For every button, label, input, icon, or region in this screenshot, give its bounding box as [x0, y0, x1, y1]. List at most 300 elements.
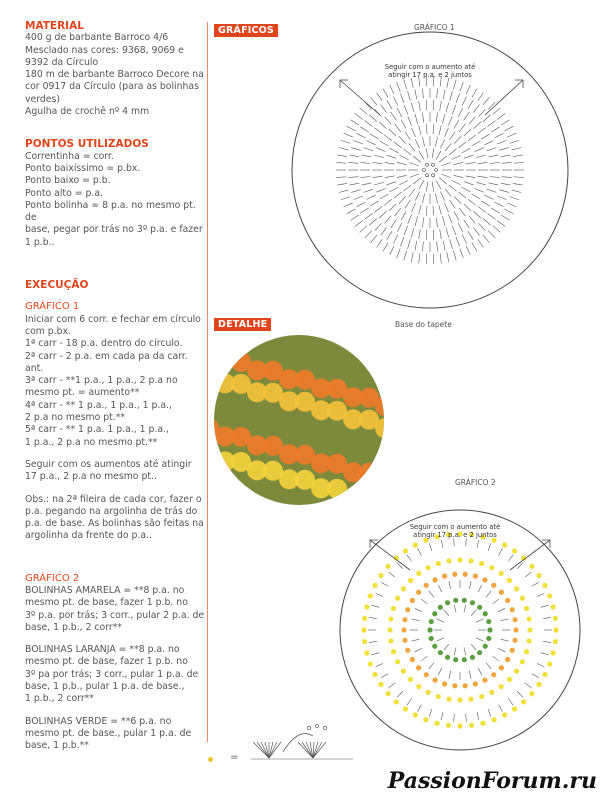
chart1-stitch — [454, 120, 459, 129]
chart1-stitch — [446, 228, 449, 238]
chart2-stitch — [415, 648, 422, 651]
chart1-stitch — [400, 94, 404, 103]
chart1-stitch — [383, 243, 388, 252]
chart2-bobble — [387, 627, 392, 632]
chart2-stitch — [498, 608, 505, 611]
chart1-stitch — [351, 190, 361, 193]
left-column — [25, 20, 205, 753]
chart2-bobble — [401, 669, 406, 674]
chart2-stitch — [449, 671, 451, 679]
chart1-stitch — [379, 211, 386, 218]
chart1-stitch — [483, 97, 489, 105]
chart1-stitch — [372, 176, 382, 177]
chart2-stitch — [499, 548, 503, 555]
chart2-stitch — [441, 540, 443, 548]
chart2-bobble — [547, 593, 552, 598]
chart2-bobble — [452, 683, 457, 688]
chart2-bobble — [446, 558, 451, 563]
pontos-line: Ponto baixo = p.b. — [25, 175, 111, 187]
chart1-stitch — [374, 182, 384, 185]
chart1-stitch — [493, 108, 500, 115]
chart1-stitch — [501, 155, 511, 157]
chart2-bobble — [426, 565, 431, 570]
chart1-stitch — [510, 197, 519, 200]
chart2-stitch — [454, 714, 455, 722]
chart2-bobble — [416, 684, 421, 689]
chart1-stitch — [415, 139, 419, 148]
obs-line: p.a. de base. As bolinhas são feitas na — [25, 518, 204, 530]
amarela-line: mesmo pt. de base, fazer 1 p.b. no — [25, 597, 188, 609]
grafico1-line: 3ª carr - **1 p.a., 1 p.a., 2 p.a no — [25, 375, 178, 387]
chart2-bobble — [524, 649, 529, 654]
chart1-stitch — [374, 155, 384, 158]
chart1-stitch — [512, 148, 522, 150]
chart1-stitch — [411, 252, 413, 262]
chart2-bobble — [432, 577, 437, 582]
chart1-stitch — [487, 121, 495, 127]
chart1-stitch — [426, 100, 427, 110]
chart1-stitch — [419, 205, 421, 215]
chart1-stitch — [450, 131, 455, 139]
verde-text — [25, 716, 205, 753]
chart1-stitch — [441, 174, 450, 177]
chart2-bobble — [551, 650, 556, 655]
chart2-stitch — [498, 648, 505, 651]
material-title: MATERIAL — [25, 20, 84, 32]
chart1-stitch — [336, 177, 346, 178]
material-line: 180 m de barbante Barroco Decore na — [25, 69, 204, 81]
chart2-bobble — [513, 627, 518, 632]
chart1-stitch — [400, 237, 404, 246]
chart1-stitch — [484, 195, 493, 199]
grafico1-line: 2ª carr - 2 p.a. em cada pa da carr. ant. — [25, 350, 188, 374]
chart1-stitch — [502, 177, 512, 178]
chart2-stitch — [464, 648, 466, 656]
chart1-stitch — [474, 188, 483, 192]
detail-photo — [213, 334, 385, 506]
chart1-stitch — [488, 231, 495, 238]
chart2-bobble — [514, 669, 519, 674]
chart2-bobble — [489, 565, 494, 570]
chart1-stitch — [422, 88, 423, 98]
chart1-stitch — [360, 127, 369, 132]
chart1-stitch — [387, 231, 392, 240]
chart2-bobble — [429, 636, 434, 641]
chart1-stitch — [481, 201, 490, 206]
chart2-bobble — [442, 574, 447, 579]
chart2-bobble — [520, 659, 525, 664]
chart2-bobble — [386, 691, 391, 696]
verde-line: mesmo pt. de base., pular 1 p.a. de — [25, 727, 192, 739]
chart1-stitch — [458, 142, 466, 148]
chart2-bobble — [462, 598, 467, 603]
chart2-bobble — [362, 616, 367, 621]
chart2-bobble — [457, 723, 462, 728]
chart2-bobble — [442, 681, 447, 686]
chart1-stitch — [472, 89, 477, 98]
chart1-stitch — [447, 78, 449, 88]
chart1-stitch — [415, 192, 419, 201]
base-caption: Base do tapete — [395, 320, 452, 329]
chart1-stitch — [512, 190, 522, 192]
chart2-stitch — [541, 605, 549, 607]
legend-stitch — [306, 742, 313, 758]
chart1-stitch — [365, 213, 373, 219]
chart1-stitch — [422, 112, 423, 122]
chart1-stitch — [369, 115, 376, 122]
chart2-stitch — [543, 641, 551, 642]
chart1-stitch — [377, 239, 383, 247]
grafico1-line: 1ª carr - 18 p.a. dentro do círculo. — [25, 338, 183, 350]
chart1-stitch — [513, 155, 523, 157]
chart1-stitch — [447, 252, 449, 262]
chart2-stitch — [508, 699, 513, 706]
obs-line: p.a. pegando na argolinha de trás do — [25, 505, 198, 517]
chart1-stitch — [472, 194, 481, 199]
legend-stitch — [269, 742, 277, 758]
chart2-bobble — [486, 636, 491, 641]
chart2-stitch — [429, 709, 432, 717]
chart1-stitch — [513, 183, 523, 185]
chart2-stitch — [371, 605, 379, 607]
chart2-bobble — [527, 638, 532, 643]
chart1-stitch — [397, 162, 407, 164]
chart1-stitch — [419, 101, 421, 111]
chart1-stitch — [394, 142, 402, 148]
chart1-stitch — [497, 196, 506, 200]
chart2-bobble — [368, 593, 373, 598]
chart1-stitch — [450, 91, 453, 101]
chart2-bobble — [483, 611, 488, 616]
chart1-stitch — [397, 175, 407, 177]
chart1-stitch — [442, 216, 445, 226]
chart1-stitch — [384, 135, 392, 141]
chart1-stitch — [401, 120, 406, 129]
chart1-stitch — [390, 148, 399, 153]
chart2-bobble — [536, 573, 541, 578]
chart2-stitch — [444, 644, 449, 650]
chart2-bobble — [480, 721, 485, 726]
chart1-stitch — [468, 100, 473, 109]
chart1-stitch — [433, 124, 434, 134]
chart2-stitch — [537, 663, 544, 666]
chart1-stitch — [376, 188, 385, 192]
chart1-stitch — [376, 148, 385, 152]
chart2-stitch — [429, 543, 432, 551]
chart1-stitch — [339, 148, 349, 150]
chart1-stitch — [478, 206, 486, 212]
chart2-bobble — [438, 650, 443, 655]
chart2-stitch — [437, 638, 444, 641]
chart1-stitch — [426, 206, 427, 216]
chart2-bobble — [364, 650, 369, 655]
chart1-stitch — [510, 140, 519, 143]
chart1-stitch — [403, 185, 411, 191]
chart1-stitch — [351, 148, 361, 151]
chart1-stitch — [387, 100, 392, 109]
chart1-stitch — [371, 235, 377, 243]
chart1-stitch — [452, 105, 456, 114]
chart2-bobble — [395, 596, 400, 601]
chart1-stitch — [374, 206, 382, 212]
grafico1-line: mesmo pt. = aumento** — [25, 387, 140, 399]
chart2-stitch — [525, 572, 531, 577]
chart1-stitch — [369, 219, 376, 226]
chart1-stitch — [370, 201, 379, 206]
chart1-chain — [426, 174, 429, 177]
stitch-legend-symbol — [243, 722, 363, 762]
chart1-stitch — [377, 93, 383, 101]
chart1-stitch — [393, 234, 397, 243]
chart1-stitch — [390, 187, 399, 192]
chart1-stitch — [473, 227, 479, 235]
chart1-stitch — [354, 140, 363, 144]
chart1-stitch — [478, 93, 484, 101]
chart1-stitch — [409, 143, 415, 151]
chart1-stitch — [409, 189, 415, 197]
chart1-stitch — [412, 128, 416, 137]
chart2-bobble — [469, 723, 474, 728]
chart2-bobble — [514, 586, 519, 591]
chart2-bobble — [401, 627, 406, 632]
chart2-stitch — [376, 663, 383, 666]
chart1-stitch — [487, 213, 495, 219]
chart1-stitch — [385, 117, 391, 125]
chart1-stitch — [436, 218, 437, 228]
chart2-bobble — [463, 572, 468, 577]
chart2-bobble — [408, 578, 413, 583]
chart2-stitch — [444, 610, 449, 616]
chart1-stitch — [439, 178, 447, 184]
chart1-arrow-right — [485, 80, 523, 115]
chart2-bobble — [499, 571, 504, 576]
pontos-line: Ponto baixíssimo = p.bx. — [25, 162, 141, 174]
chart1-stitch — [436, 112, 437, 122]
chart1-stitch — [412, 203, 416, 212]
chart2-bobble — [462, 657, 467, 662]
chart2-stitch — [499, 705, 503, 712]
chart2-bobble — [391, 649, 396, 654]
chart2-stitch — [381, 674, 388, 678]
chart1-stitch — [397, 223, 402, 232]
chart1-stitch — [419, 253, 420, 263]
chart2-bobble — [536, 682, 541, 687]
chart2-stitch — [543, 617, 551, 618]
chart1-stitch — [474, 211, 481, 218]
chart1-stitch — [403, 149, 411, 155]
chart2-bobble — [527, 616, 532, 621]
chart1-stitch — [337, 183, 347, 185]
chart2-bobble — [521, 699, 526, 704]
chart1-stitch — [452, 155, 461, 159]
chart1-stitch — [497, 140, 506, 144]
chart1-stitch — [390, 246, 394, 255]
chart2-stitch — [454, 538, 455, 546]
chart1-stitch — [466, 85, 470, 94]
chart2-stitch — [429, 663, 434, 669]
chart1-stitch — [389, 129, 396, 136]
chart1-stitch — [354, 196, 363, 200]
chart1-stitch — [404, 105, 408, 114]
chart1-stitch — [341, 197, 350, 200]
chart1-stitch — [422, 218, 423, 228]
chart1-stitch — [491, 208, 500, 213]
chart1-stitch — [462, 97, 466, 106]
chart1-stitch — [348, 177, 358, 178]
chart1-stitch — [472, 243, 477, 252]
chart2-bobble — [434, 721, 439, 726]
chart1-stitch — [501, 120, 509, 125]
chart2-stitch — [376, 593, 383, 596]
laranja-line: mesmo pt. de base, fazer 1 p.b. no — [25, 656, 188, 668]
grafico2-note: Seguir com o aumento até atingir 17 p.a. e 2 juntos — [409, 523, 501, 539]
chart1-stitch — [478, 128, 486, 134]
grafico1-line: 4ª carr - ** 1 p.a., 1 p.a., 1 p.a., — [25, 399, 172, 411]
execucao-title: EXECUÇÃO — [25, 279, 89, 292]
chart1-stitch — [483, 219, 490, 226]
chart2-stitch — [437, 619, 444, 622]
chart2-bobble — [413, 542, 418, 547]
chart2-stitch — [508, 555, 513, 562]
chart1-stitch — [415, 89, 417, 99]
chart1-stitch — [413, 178, 421, 184]
chart1-stitch — [408, 214, 412, 223]
material-list — [25, 32, 205, 118]
chart1-stitch — [433, 100, 434, 110]
chart2-stitch — [525, 683, 531, 688]
chart2-bobble — [452, 572, 457, 577]
chart2-stitch — [469, 581, 471, 589]
chart1-stitch — [494, 202, 503, 206]
chart1-stitch — [454, 196, 461, 203]
chart1-stitch — [497, 220, 505, 226]
chart2-bobble — [463, 683, 468, 688]
chart1-stitch — [501, 215, 509, 220]
chart2-stitch — [469, 671, 471, 679]
chart2-stitch — [501, 619, 509, 621]
chart1-chain — [426, 163, 429, 166]
chart2-bobble — [372, 583, 377, 588]
chart2-bobble — [505, 598, 510, 603]
chart1-stitch — [381, 105, 387, 113]
chart2-stitch — [454, 648, 456, 656]
chart2-stitch — [369, 617, 377, 618]
chart1-chain — [432, 163, 435, 166]
chart1-stitch — [466, 246, 470, 255]
chart2-bobble — [408, 677, 413, 682]
photo-bobble — [215, 351, 235, 371]
chart2-bobble — [507, 578, 512, 583]
chart2-bobble — [378, 573, 383, 578]
chart1-stitch — [436, 151, 441, 160]
detalhe-label: DETALHE — [214, 318, 271, 331]
chart2-stitch — [537, 593, 544, 596]
chart1-stitch — [440, 192, 444, 201]
chart1-stitch — [469, 216, 475, 224]
chart1-stitch — [452, 180, 461, 184]
chart1-stitch — [435, 137, 437, 147]
chart1-stitch — [397, 249, 401, 258]
chart2-stitch — [477, 540, 479, 548]
laranja-text — [25, 644, 205, 705]
chart1-stitch — [441, 162, 450, 165]
chart1-stitch — [399, 180, 408, 184]
chart2-bobble — [416, 665, 421, 670]
photo-bobble — [327, 479, 347, 499]
chart2-bobble — [453, 598, 458, 603]
chart2-stitch — [476, 619, 483, 622]
chart2-stitch — [389, 683, 395, 688]
legend-curve — [283, 734, 313, 752]
chart1-stitch — [462, 148, 471, 153]
chart1-stitch — [409, 162, 418, 165]
chart1-stitch — [426, 182, 428, 192]
pontos-title: PONTOS UTILIZADOS — [25, 138, 149, 151]
chart1-stitch — [419, 229, 421, 239]
chart2-bobble — [403, 548, 408, 553]
chart1-stitch — [444, 128, 448, 137]
chart1-stitch — [501, 183, 511, 185]
chart2-bobble — [424, 583, 429, 588]
chart2-stitch — [532, 582, 539, 586]
chart1-stitch — [394, 192, 402, 198]
chart2-bobble — [388, 638, 393, 643]
chart1-stitch — [360, 162, 370, 163]
chart1-stitch — [362, 183, 372, 185]
chart1-stitch — [448, 116, 452, 125]
chart2-stitch — [381, 582, 388, 586]
chart2-stitch — [454, 605, 456, 613]
chart1-stitch — [347, 126, 356, 131]
chart1-stitch — [468, 135, 476, 141]
chart2-bobble — [499, 684, 504, 689]
material-line: Agulha de crochê nº 4 mm — [25, 106, 150, 118]
material-line: 9392 da Círculo — [25, 56, 99, 68]
chart1-stitch — [454, 212, 459, 221]
chart2-bobble — [429, 619, 434, 624]
chart1-stitch — [469, 117, 475, 125]
chart1-arrow-left — [340, 80, 380, 115]
chart2-stitch — [389, 572, 395, 577]
chart2-bobble — [512, 638, 517, 643]
chart2-bobble — [512, 617, 517, 622]
chart1-stitch — [483, 235, 489, 243]
chart2-bobble — [470, 655, 475, 660]
pontos-line: Ponto alto = p.a. — [25, 187, 103, 199]
chart2-bobble — [416, 571, 421, 576]
chart1-stitch — [360, 176, 370, 177]
chart1-stitch — [432, 148, 434, 158]
chart1-stitch — [347, 209, 356, 214]
chart2-stitch — [517, 691, 522, 697]
chart2-stitch — [418, 548, 422, 555]
chart1-stitch — [348, 162, 358, 163]
obs-line: argolinha da frente do p.a.. — [25, 530, 152, 542]
chart2-bobble — [499, 590, 504, 595]
grafico1-note: Seguir com o aumento até atingir 17 p.a. e 2 juntos — [384, 63, 476, 79]
chart1-stitch — [408, 239, 411, 249]
obs-line: Obs.: na 2ª fileira de cada cor, fazer o — [25, 493, 202, 505]
chart2-bobble — [423, 717, 428, 722]
chart1-stitch — [404, 226, 408, 235]
chart2-bobble — [491, 583, 496, 588]
chart1-stitch — [385, 216, 391, 224]
chart1-stitch — [386, 155, 395, 158]
chart1-stitch — [453, 251, 456, 261]
chart1-stitch — [379, 122, 386, 129]
chart1-stitch — [456, 237, 460, 246]
chart2-stitch — [421, 599, 427, 604]
